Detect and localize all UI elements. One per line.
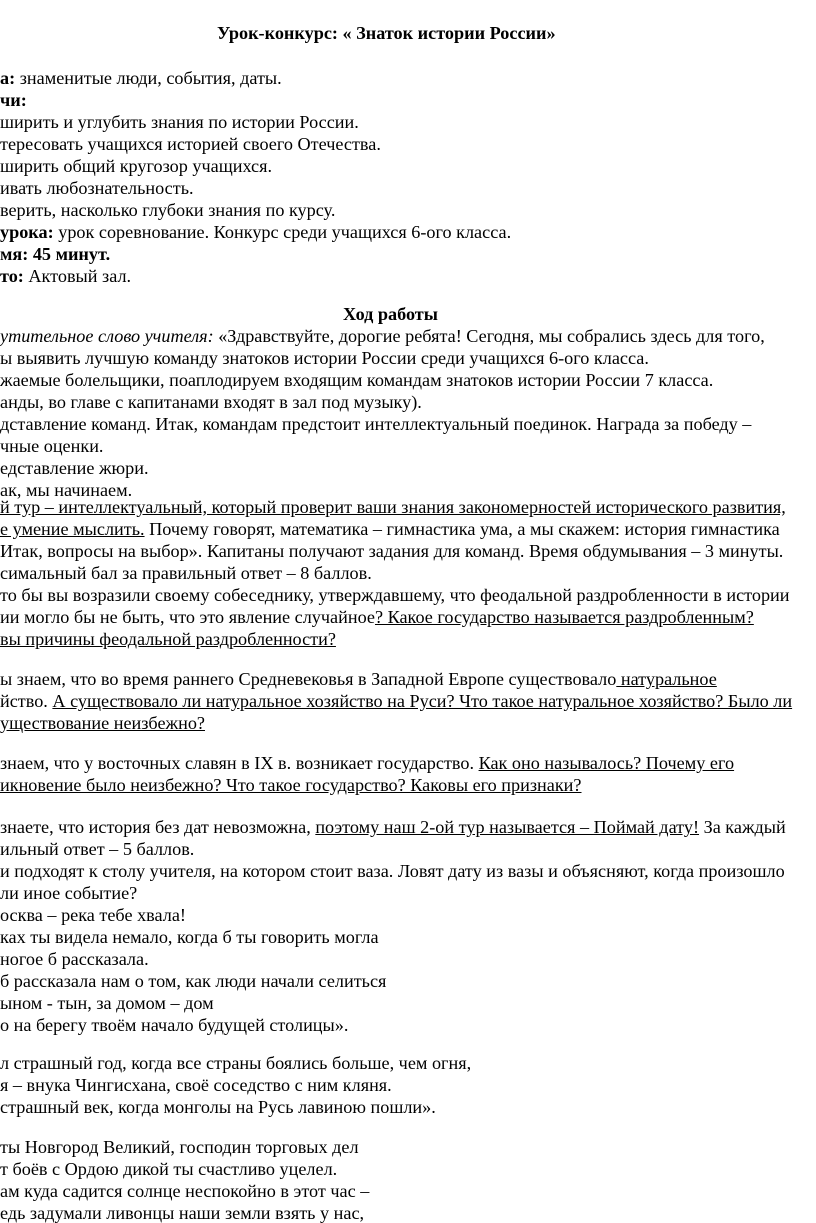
- topic-label: а:: [0, 68, 16, 88]
- task-item: тересовать учащихся историей своего Отечества.: [0, 134, 381, 154]
- task-item: ширить и углубить знания по истории России.: [0, 112, 359, 132]
- poem-line: ам куда садится солнце неспокойно в этот час –: [0, 1181, 370, 1201]
- task-item: ширить общий кругозор учащихся.: [0, 156, 273, 176]
- text-line: анды, во главе с капитанами входят в зал под музыку).: [0, 392, 422, 412]
- underlined-text: икновение было неизбежно? Что такое государство? Каковы его признаки?: [0, 775, 582, 795]
- text-span: ии могло бы не быть, что это явление случайное: [0, 607, 375, 627]
- document-title: Урок-конкурс: « Знаток истории России»: [217, 23, 556, 43]
- text-line: симальный бал за правильный ответ – 8 баллов.: [0, 563, 372, 583]
- poem-line: о на берегу твоём начало будущей столицы».: [0, 1015, 349, 1035]
- lesson-type-line: [0, 221, 511, 243]
- text-span: «Здравствуйте, дорогие ребята! Сегодня, мы собрались здесь для того,: [213, 326, 765, 346]
- time-text: мя: 45 минут.: [0, 244, 111, 264]
- text-line: [0, 690, 792, 712]
- place-text: Актовый зал.: [23, 266, 132, 286]
- text-line: [0, 774, 582, 796]
- underlined-text: натуральное: [616, 669, 717, 689]
- poem-line: б рассказала нам о том, как люди начали селиться: [0, 971, 387, 991]
- underlined-text: е умение мыслить.: [0, 519, 145, 539]
- poem-line: страшный век, когда монголы на Русь лавиною пошли».: [0, 1097, 436, 1117]
- text-line: [0, 606, 754, 628]
- text-line: дставление команд. Итак, командам предстоит интеллектуальный поединок. Награда за победу –: [0, 414, 752, 434]
- text-line: [0, 752, 734, 774]
- text-line: жаемые болельщики, поаплодируем входящим командам знатоков истории России 7 класса.: [0, 370, 714, 390]
- text-line: ак, мы начинаем.: [0, 480, 133, 500]
- text-span: йство.: [0, 691, 53, 711]
- topic-text: знаменитые люди, события, даты.: [15, 68, 282, 88]
- text-span: За каждый: [699, 817, 786, 837]
- time-line: [0, 243, 110, 265]
- text-line: [0, 712, 205, 734]
- text-line: и подходят к столу учителя, на котором стоит ваза. Ловят дату из вазы и объясняют, когда произошло: [0, 861, 785, 881]
- underlined-text: Как оно называлось? Почему его: [478, 753, 735, 773]
- text-line: [0, 628, 336, 650]
- text-line: то бы вы возразили своему собеседнику, утверждавшему, что феодальной раздробленности в истории: [0, 585, 790, 605]
- text-line: [0, 496, 786, 518]
- poem-line: ты Новгород Великий, господин торговых дел: [0, 1137, 359, 1157]
- underlined-text: й тур – интеллектуальный, который проверит ваши знания закономерностей исторического развития,: [0, 497, 786, 517]
- lesson-type-label: урока:: [0, 222, 54, 242]
- text-line: едставление жюри.: [0, 458, 149, 478]
- section-title: Ход работы: [343, 304, 438, 324]
- text-span: Почему говорят, математика – гимнастика ума, а мы скажем: история гимнастика: [144, 519, 780, 539]
- text-line: [0, 816, 786, 838]
- underlined-text: ? Какое государство называется раздробленным?: [374, 607, 754, 627]
- text-line: чные оценки.: [0, 436, 104, 456]
- lesson-type-text: урок соревнование. Конкурс среди учащихся 6-ого класса.: [53, 222, 512, 242]
- text-line: [0, 518, 780, 540]
- underlined-text: поэтому наш 2-ой тур называется – Поймай дату!: [315, 817, 700, 837]
- poem-line: т боёв с Ордою дикой ты счастливо уцелел.: [0, 1159, 338, 1179]
- text-line: Итак, вопросы на выбор». Капитаны получают задания для команд. Время обдумывания – 3 минуты.: [0, 541, 784, 561]
- poem-line: я – внука Чингисхана, своё соседство с ним кляня.: [0, 1075, 392, 1095]
- text-span: ы знаем, что во время раннего Средневековья в Западной Европе существовало: [0, 669, 617, 689]
- text-line: ильный ответ – 5 баллов.: [0, 839, 195, 859]
- text-span: знаете, что история без дат невозможна,: [0, 817, 316, 837]
- poem-line: ногое б рассказала.: [0, 949, 149, 969]
- poem-line: ках ты видела немало, когда б ты говорить могла: [0, 927, 379, 947]
- tasks-label: чи:: [0, 90, 27, 110]
- poem-line: едь задумали ливонцы наши земли взять у нас,: [0, 1203, 365, 1223]
- text-line: ли иное событие?: [0, 883, 138, 903]
- underlined-text: А существовало ли натуральное хозяйство на Руси? Что такое натуральное хозяйство? Было ли: [52, 691, 793, 711]
- text-line: [0, 668, 717, 690]
- underlined-text: уществование неизбежно?: [0, 713, 205, 733]
- topic-line: [0, 67, 282, 89]
- tasks-heading: [0, 89, 27, 111]
- underlined-text: вы причины феодальной раздробленности?: [0, 629, 336, 649]
- place-label: то:: [0, 266, 24, 286]
- text-span: знаем, что у восточных славян в IX в. возникает государство.: [0, 753, 479, 773]
- poem-line: ыном - тын, за домом – дом: [0, 993, 214, 1013]
- text-line: ы выявить лучшую команду знатоков истории России среди учащихся 6-ого класса.: [0, 348, 649, 368]
- text-line: [0, 325, 765, 347]
- poem-line: л страшный год, когда все страны боялись больше, чем огня,: [0, 1053, 472, 1073]
- place-line: [0, 265, 131, 287]
- poem-line: осква – река тебе хвала!: [0, 905, 186, 925]
- greeting-label: утительное слово учителя:: [0, 326, 214, 346]
- task-item: верить, насколько глубоки знания по курсу.: [0, 200, 336, 220]
- task-item: ивать любознательность.: [0, 178, 194, 198]
